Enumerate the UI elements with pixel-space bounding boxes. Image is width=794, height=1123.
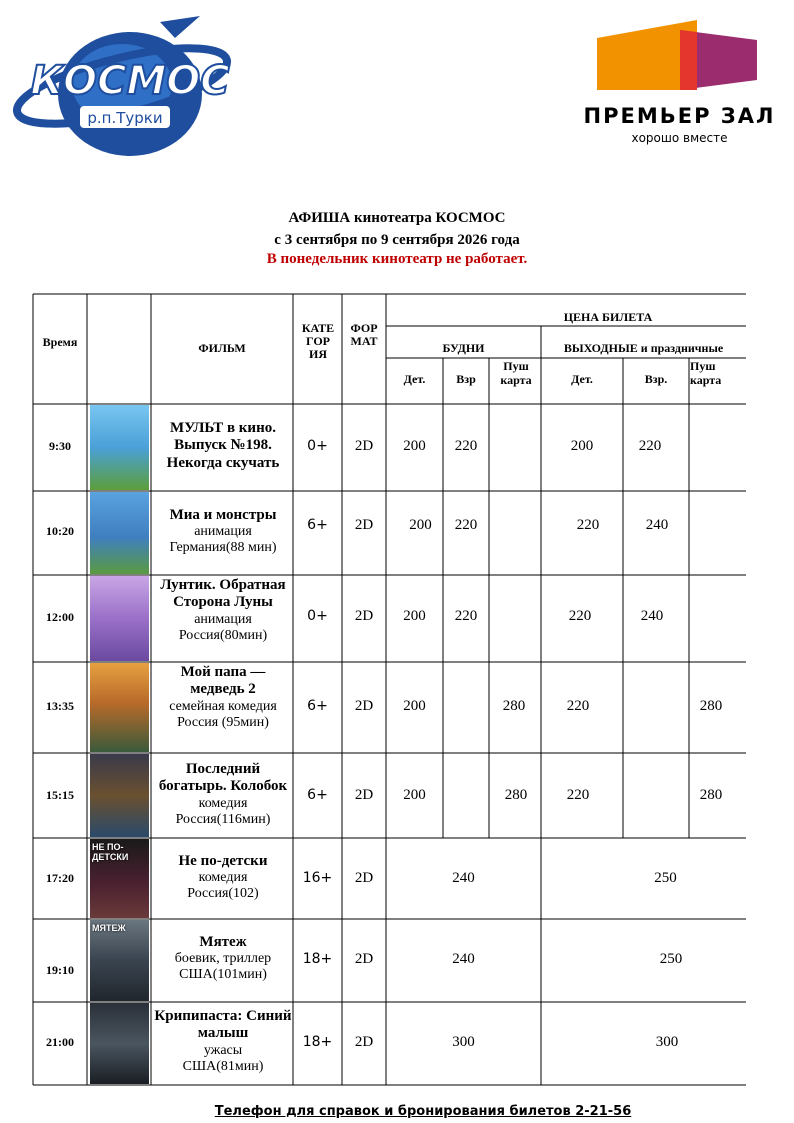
age-category: 6+ (307, 698, 328, 714)
age-category: 0+ (307, 608, 328, 624)
price-wd-child: 200 (403, 787, 426, 803)
price-we-child: 220 (566, 787, 590, 803)
film-title: Последний богатырь. Колобок (158, 761, 288, 795)
header-we-push: Пуш карта (690, 359, 722, 387)
film-poster (90, 492, 149, 574)
session-time: 13:35 (46, 699, 74, 713)
price-we-push: 280 (699, 698, 723, 714)
poster-title: МЯТЕЖ (92, 923, 126, 933)
film-poster (90, 1003, 149, 1084)
film-info (153, 761, 293, 828)
film-genre: комедия (198, 870, 248, 886)
session-time: 12:00 (46, 610, 74, 624)
film-info (153, 420, 293, 472)
age-category: 6+ (307, 787, 328, 803)
film-info (153, 1008, 293, 1075)
film-poster (90, 920, 149, 1001)
header-weekends: ВЫХОДНЫЕ и праздничные (563, 341, 724, 355)
price-we-child: 220 (576, 517, 600, 533)
price-wd-child: 200 (403, 608, 426, 624)
price-weekends: 300 (655, 1034, 679, 1050)
kosmos-logo (10, 14, 235, 164)
price-wd-adult: 220 (454, 608, 478, 624)
film-format: 2D (354, 951, 374, 967)
session-time: 9:30 (49, 439, 71, 453)
price-wd-push: 280 (504, 787, 528, 803)
price-wd-child: 200 (403, 438, 426, 454)
closed-notice: В понедельник кинотеатр не работает. (266, 251, 528, 267)
header-time: Время (42, 335, 78, 349)
film-country: Германия(88 мин) (169, 540, 277, 556)
film-poster (90, 754, 149, 837)
film-country: Россия(116мин) (175, 811, 271, 827)
film-info (153, 507, 293, 556)
age-category: 18+ (302, 951, 333, 967)
price-weekends: 250 (654, 870, 677, 886)
film-genre: анимация (194, 524, 252, 540)
film-format: 2D (354, 698, 374, 714)
film-format: 2D (354, 870, 374, 886)
header-category: КАТЕ ГОР ИЯ (301, 321, 335, 362)
film-title: Мой папа — медведь 2 (180, 664, 266, 698)
price-we-child: 220 (566, 698, 590, 714)
header-wd-adult: Взр (456, 372, 476, 386)
session-time: 19:10 (46, 963, 74, 977)
film-title: Лунтик. Обратная Сторона Луны (160, 577, 286, 611)
header-we-child: Дет. (571, 372, 593, 386)
session-time: 17:20 (46, 871, 74, 885)
header-film: ФИЛЬМ (198, 341, 246, 355)
header-wd-child: Дет. (403, 372, 426, 386)
price-wd-adult: 220 (454, 517, 478, 533)
film-genre: боевик, триллер (174, 951, 272, 967)
price-wd-child: 200 (403, 698, 426, 714)
film-country: Россия (95мин) (177, 714, 269, 730)
page-title: АФИША кинотеатра КОСМОС (288, 210, 506, 226)
film-poster (90, 663, 149, 752)
film-title: Крипипаста: Синий малыш (154, 1008, 292, 1042)
price-we-push: 280 (699, 787, 723, 803)
price-we-adult: 240 (645, 517, 669, 533)
age-category: 18+ (302, 1034, 333, 1050)
session-time: 15:15 (46, 788, 74, 802)
session-time: 10:20 (46, 524, 74, 538)
film-format: 2D (354, 438, 374, 454)
brand-tagline: хорошо вместе (631, 131, 728, 145)
price-we-adult: 220 (638, 438, 662, 454)
price-wd-adult: 220 (454, 438, 478, 454)
logo-main-text: КОСМОС (30, 58, 230, 104)
film-info (153, 853, 293, 902)
price-we-child: 200 (570, 438, 594, 454)
film-country: США(81мин) (182, 1058, 264, 1074)
price-wd-child: 200 (409, 517, 432, 533)
header-format: ФОР МАТ (350, 321, 378, 349)
premier-zal-logo (572, 18, 787, 148)
price-we-child: 220 (568, 608, 592, 624)
header-wd-push: Пуш карта (500, 359, 532, 387)
poster-title: НЕ ПО-ДЕТСКИ (92, 842, 129, 862)
film-poster (90, 839, 149, 918)
price-weekends: 250 (659, 951, 683, 967)
film-country: Россия(80мин) (178, 627, 268, 643)
header-price: ЦЕНА БИЛЕТА (563, 310, 653, 324)
film-format: 2D (354, 787, 374, 803)
age-category: 16+ (302, 870, 333, 886)
price-weekdays: 240 (452, 951, 475, 967)
film-genre: ужасы (203, 1042, 243, 1058)
film-poster (90, 576, 149, 661)
film-country: США(101мин) (179, 967, 267, 983)
header-we-adult: Взр. (644, 372, 668, 386)
film-poster (90, 405, 149, 490)
film-info (153, 577, 293, 644)
film-format: 2D (354, 517, 374, 533)
brand-name: ПРЕМЬЕР ЗАЛ (583, 104, 776, 128)
film-title: МУЛЬТ в кино. Выпуск №198. Некогда скучать (166, 420, 280, 471)
film-info (153, 664, 293, 731)
film-genre: анимация (194, 611, 252, 627)
film-title: Миа и монстры (169, 507, 277, 523)
date-range: с 3 сентября по 9 сентября 2026 года (274, 232, 520, 248)
price-wd-push: 280 (502, 698, 526, 714)
film-genre: комедия (198, 795, 248, 811)
header-weekdays: БУДНИ (442, 341, 485, 355)
film-genre: семейная комедия (169, 698, 277, 714)
session-time: 21:00 (46, 1035, 74, 1049)
logo-sub-text: р.п.Турки (87, 109, 163, 127)
film-info (153, 934, 293, 983)
film-format: 2D (354, 608, 374, 624)
age-category: 6+ (307, 517, 328, 533)
booking-phone: Телефон для справок и бронирования билетов 2-21-56 (214, 1104, 632, 1119)
price-weekdays: 240 (452, 870, 475, 886)
film-format: 2D (354, 1034, 374, 1050)
film-title: Мятеж (199, 934, 247, 950)
age-category: 0+ (307, 438, 328, 454)
price-weekdays: 300 (452, 1034, 475, 1050)
film-country: Россия(102) (187, 886, 259, 902)
price-we-adult: 240 (640, 608, 664, 624)
film-title: Не по-детски (178, 853, 268, 869)
